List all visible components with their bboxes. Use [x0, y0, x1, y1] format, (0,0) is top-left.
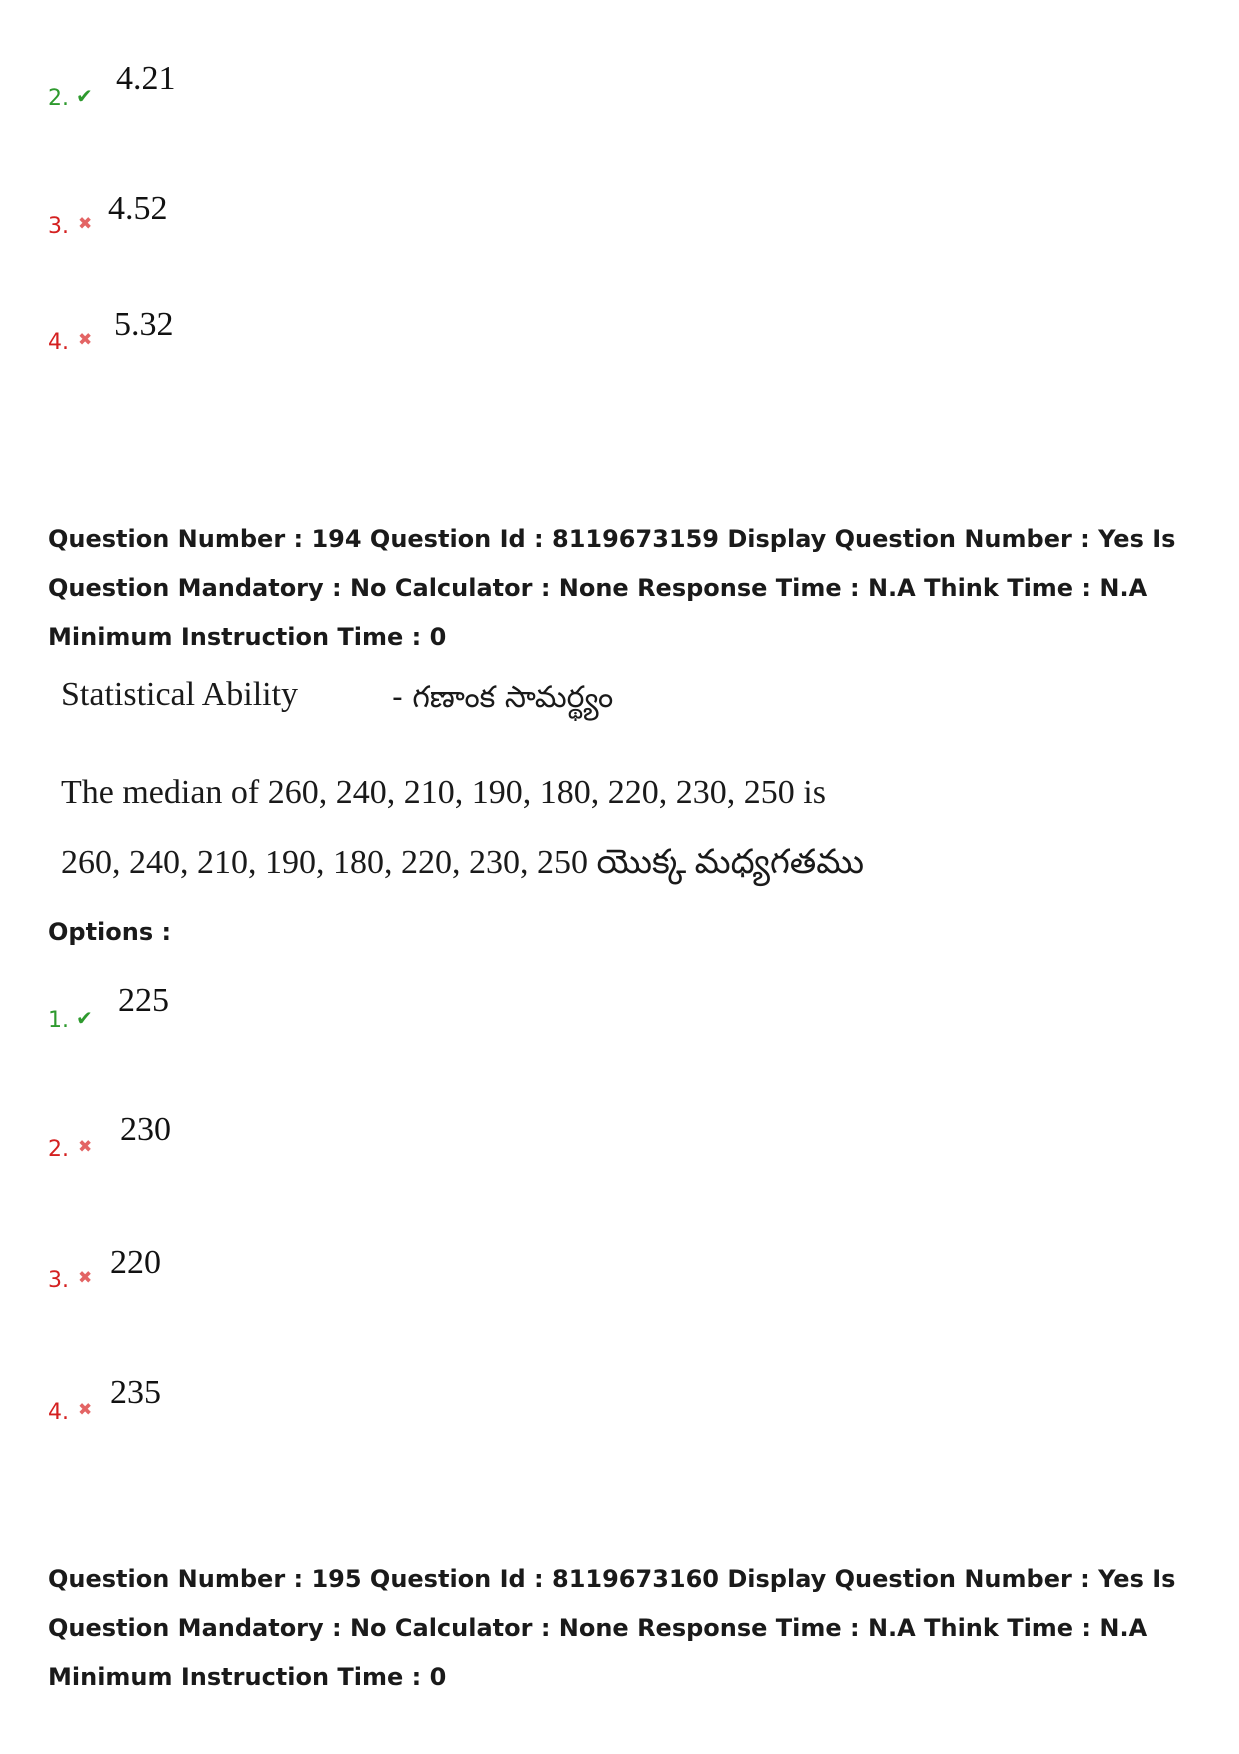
cross-icon: ✖: [78, 214, 93, 234]
question-header: Question Number : 195 Question Id : 8119673160 Display Question Number : Yes Is Question Mandatory : No Calculator : None Response Time : N.A Think Time : N.A Minimum Instruction Time : 0: [48, 1565, 1176, 1691]
question-text-telugu: 260, 240, 210, 190, 180, 220, 230, 250 యొక్క మధ్యగతము: [61, 844, 864, 881]
option-value: 4.21: [116, 60, 176, 97]
option-number: 3.: [48, 1268, 69, 1293]
option-number: 4.: [48, 1400, 69, 1425]
subject-english: Statistical Ability: [61, 676, 299, 713]
option-number: 2.: [48, 86, 69, 111]
check-icon: ✔: [76, 1006, 93, 1030]
option-value: 4.52: [108, 190, 168, 227]
option-value: 220: [110, 1244, 161, 1281]
cross-icon: ✖: [78, 1137, 93, 1157]
cross-icon: ✖: [78, 1268, 93, 1288]
option-value: 5.32: [114, 306, 174, 343]
option-value: 230: [120, 1111, 171, 1148]
option-number: 3.: [48, 214, 69, 239]
options-label: Options :: [48, 918, 172, 946]
cross-icon: ✖: [78, 1400, 93, 1420]
question-header: Question Number : 194 Question Id : 8119673159 Display Question Number : Yes Is Question Mandatory : No Calculator : None Response Time : N.A Think Time : N.A Minimum Instruction Time : 0: [48, 525, 1176, 651]
option-number: 2.: [48, 1137, 69, 1162]
option-value: 235: [110, 1374, 161, 1411]
question-text-english: The median of 260, 240, 210, 190, 180, 220, 230, 250 is: [61, 774, 826, 811]
check-icon: ✔: [76, 84, 93, 108]
option-value: 225: [118, 982, 169, 1019]
cross-icon: ✖: [78, 330, 93, 350]
option-number: 4.: [48, 330, 69, 355]
subject-telugu: - గణాంక సామర్థ్యం: [392, 680, 614, 715]
option-number: 1.: [48, 1008, 69, 1033]
